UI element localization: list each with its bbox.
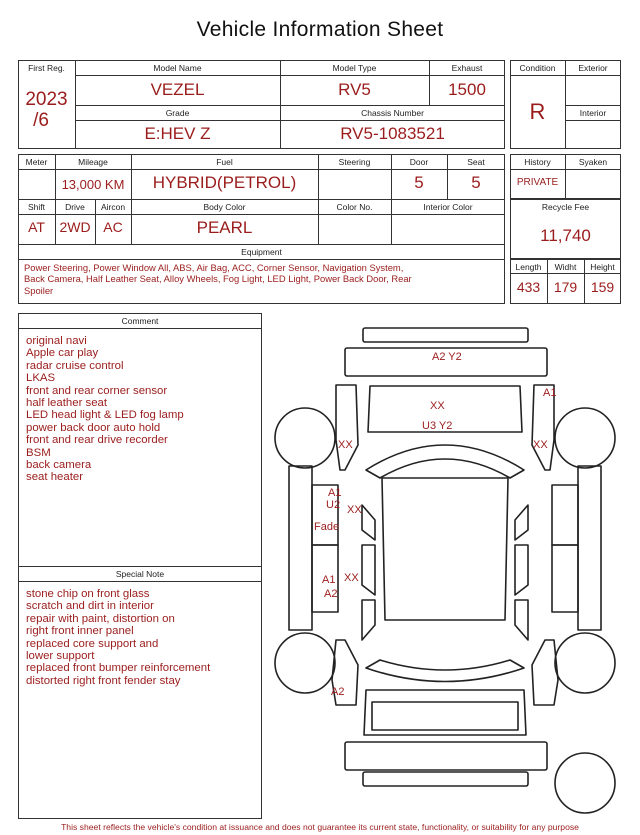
- damage-mark-left-rear-quarter: A2: [331, 686, 345, 698]
- list-item: scratch and dirt in interior: [26, 600, 154, 613]
- list-item: replaced core support and: [26, 637, 159, 650]
- list-item: lower support: [26, 650, 95, 663]
- length-value: 433: [516, 279, 541, 295]
- damage-mark-left-fender: XX: [338, 439, 353, 451]
- list-item: repair with paint, distortion on: [26, 612, 175, 625]
- damage-mark-front-bumper: A2 Y2: [432, 351, 462, 363]
- condition-value: R: [529, 99, 546, 124]
- first-reg-label: First Reg.: [28, 63, 65, 73]
- aircon-value: AC: [103, 219, 123, 235]
- list-item: radar cruise control: [26, 359, 124, 372]
- damage-mark-left-front-door-d: Fade: [314, 521, 340, 533]
- model-name-value: VEZEL: [150, 80, 205, 99]
- list-item: front and rear corner sensor: [26, 384, 168, 397]
- damage-mark-right-fender-b: XX: [533, 439, 548, 451]
- door-value: 5: [414, 173, 424, 192]
- length-label: Length: [515, 262, 542, 272]
- history-label: History: [524, 157, 551, 167]
- disclaimer-footer: This sheet reflects the vehicle's condition at issuance and does not guarantee its current state, functionality, or suitability for any purpose: [61, 822, 579, 832]
- exhaust-value: 1500: [448, 80, 486, 99]
- model-type-label: Model Type: [332, 63, 377, 73]
- page-title: Vehicle Information Sheet: [196, 18, 444, 41]
- interior-color-label: Interior Color: [423, 202, 473, 212]
- interior-label: Interior: [579, 108, 607, 118]
- chassis-value: RV5-1083521: [340, 124, 445, 143]
- list-item: Apple car play: [26, 347, 99, 360]
- damage-mark-left-rear-door-c: A2: [324, 588, 338, 600]
- comment-label: Comment: [121, 316, 159, 326]
- list-item: LKAS: [26, 372, 56, 385]
- first-reg-year: 2023: [25, 89, 68, 110]
- damage-mark-left-rear-door-a: A1: [322, 574, 336, 586]
- grade-label: Grade: [165, 108, 190, 118]
- list-item: original navi: [26, 335, 87, 347]
- height-label: Height: [590, 262, 615, 272]
- exhaust-label: Exhaust: [451, 63, 483, 73]
- list-item: replaced front bumper reinforcement: [26, 662, 211, 675]
- fuel-value: HYBRID(PETROL): [152, 173, 297, 192]
- list-item: half leather seat: [26, 397, 108, 410]
- model-name-label: Model Name: [153, 63, 202, 73]
- chassis-label: Chassis Number: [361, 108, 424, 118]
- list-item: BSM: [26, 446, 51, 459]
- list-item: distorted right front fender stay: [26, 674, 181, 687]
- damage-mark-left-front-door-b: U2: [326, 499, 341, 511]
- list-item: power back door auto hold: [26, 421, 161, 434]
- grade-value: E:HEV Z: [144, 124, 211, 143]
- model-type-value: RV5: [338, 80, 371, 99]
- steering-label: Steering: [338, 157, 371, 167]
- damage-mark-left-front-door-c: XX: [347, 504, 362, 516]
- condition-label: Condition: [519, 63, 556, 73]
- damage-mark-hood-top: XX: [430, 400, 445, 412]
- aircon-label: Aircon: [100, 202, 126, 212]
- list-item: right front inner panel: [26, 625, 134, 638]
- drive-value: 2WD: [59, 219, 91, 235]
- damage-mark-hood-lower: U3 Y2: [422, 420, 453, 432]
- recycle-fee-value: 11,740: [540, 226, 591, 245]
- height-value: 159: [590, 279, 615, 295]
- mileage-value: 13,000 KM: [61, 177, 125, 192]
- list-item: stone chip on front glass: [26, 588, 150, 600]
- comment-list: [26, 335, 184, 484]
- special-note-list: [26, 588, 210, 687]
- special-note-label: Special Note: [115, 569, 165, 579]
- damage-mark-left-front-door-a: A1: [328, 487, 342, 499]
- door-label: Door: [409, 157, 429, 167]
- equipment-label: Equipment: [241, 247, 282, 257]
- first-reg-month: /6: [33, 110, 49, 131]
- drive-label: Drive: [65, 202, 85, 212]
- shift-value: AT: [28, 219, 45, 235]
- body-color-label: Body Color: [203, 202, 246, 212]
- meter-label: Meter: [25, 157, 48, 167]
- seat-label: Seat: [467, 157, 485, 167]
- car-damage-diagram: [262, 318, 634, 823]
- width-label: Widht: [554, 262, 577, 272]
- color-no-label: Color No.: [336, 202, 373, 212]
- seat-value: 5: [471, 173, 481, 192]
- list-item: front and rear drive recorder: [26, 434, 168, 447]
- history-value: PRIVATE: [516, 177, 559, 188]
- body-color-value: PEARL: [196, 218, 253, 237]
- exterior-label: Exterior: [578, 63, 608, 73]
- recycle-fee-label: Recycle Fee: [541, 202, 590, 212]
- fuel-label: Fuel: [216, 157, 233, 167]
- shift-label: Shift: [27, 202, 45, 212]
- equipment-text: Power Steering, Power Window All, ABS, Air Bag, ACC, Corner Sensor, Navigation System, Back Camera, Half Leather Seat, Alloy Wheels, Fog Light, LED Light, Power Back Door, Rear Spoiler: [24, 262, 412, 296]
- list-item: LED head light & LED fog lamp: [26, 409, 184, 422]
- damage-mark-left-rear-door-b: XX: [344, 572, 359, 584]
- syaken-label: Syaken: [578, 157, 608, 167]
- damage-mark-right-fender-a: A1: [543, 387, 557, 399]
- list-item: seat heater: [26, 471, 83, 484]
- list-item: back camera: [26, 459, 92, 472]
- width-value: 179: [553, 279, 578, 295]
- mileage-label: Mileage: [78, 157, 108, 167]
